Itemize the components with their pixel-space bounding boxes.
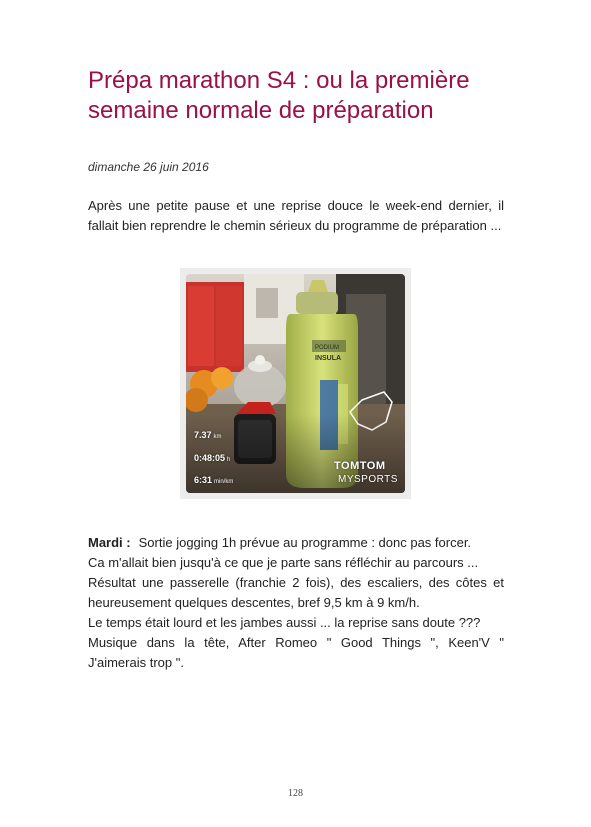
mardi-line-6: Musique dans la tête, After Romeo " Good Things ", Keen'V " bbox=[88, 635, 504, 650]
running-photo bbox=[180, 268, 411, 499]
mardi-line-2: Ca m'allait bien jusqu'à ce que je parte sans réfléchir au parcours ... bbox=[88, 555, 479, 570]
article-title: Prépa marathon S4 : ou la première semaine normale de préparation bbox=[88, 67, 470, 124]
mardi-line-3: Résultat une passerelle (franchie 2 fois), des escaliers, des côtes et bbox=[88, 575, 504, 590]
mardi-line-4: heureusement quelques descentes, bref 9,5 km à 9 km/h. bbox=[88, 595, 420, 610]
stat-duration bbox=[194, 448, 230, 466]
mardi-text: Sortie jogging 1h prévue au programme : donc pas forcer. bbox=[138, 535, 472, 550]
mysports-label: MYSPORTS bbox=[338, 474, 398, 485]
photo-image bbox=[186, 274, 405, 493]
stat-duration-unit: h bbox=[227, 457, 231, 463]
stat-distance-unit: km bbox=[213, 434, 222, 440]
mardi-line-5: Le temps était lourd et les jambes aussi ... la reprise sans doute ??? bbox=[88, 615, 481, 630]
stat-pace-value: 6:31 bbox=[194, 475, 213, 485]
intro-paragraph: Après une petite pause et une reprise douce le week-end dernier, il fallait bien reprendre le chemin sérieux du programme de préparation ... bbox=[88, 198, 504, 233]
mardi-line-7: J'aimerais trop ". bbox=[88, 655, 184, 670]
stat-distance bbox=[194, 425, 222, 443]
mardi-section bbox=[88, 533, 504, 673]
page-number: 128 bbox=[288, 788, 303, 799]
stat-pace bbox=[194, 470, 233, 488]
mardi-label: Mardi : bbox=[88, 535, 131, 550]
mardi-line-1 bbox=[88, 533, 504, 553]
tomtom-logo: TOMTOM bbox=[334, 460, 386, 472]
bottle-brand-text: PODIUM bbox=[315, 345, 339, 351]
stat-pace-unit: min/km bbox=[214, 479, 234, 485]
bottle-brand-text-2: INSULA bbox=[315, 355, 342, 362]
stat-distance-value: 7.37 bbox=[194, 430, 212, 440]
stat-duration-value: 0:48:05 bbox=[194, 453, 226, 463]
article-date: dimanche 26 juin 2016 bbox=[88, 160, 209, 174]
